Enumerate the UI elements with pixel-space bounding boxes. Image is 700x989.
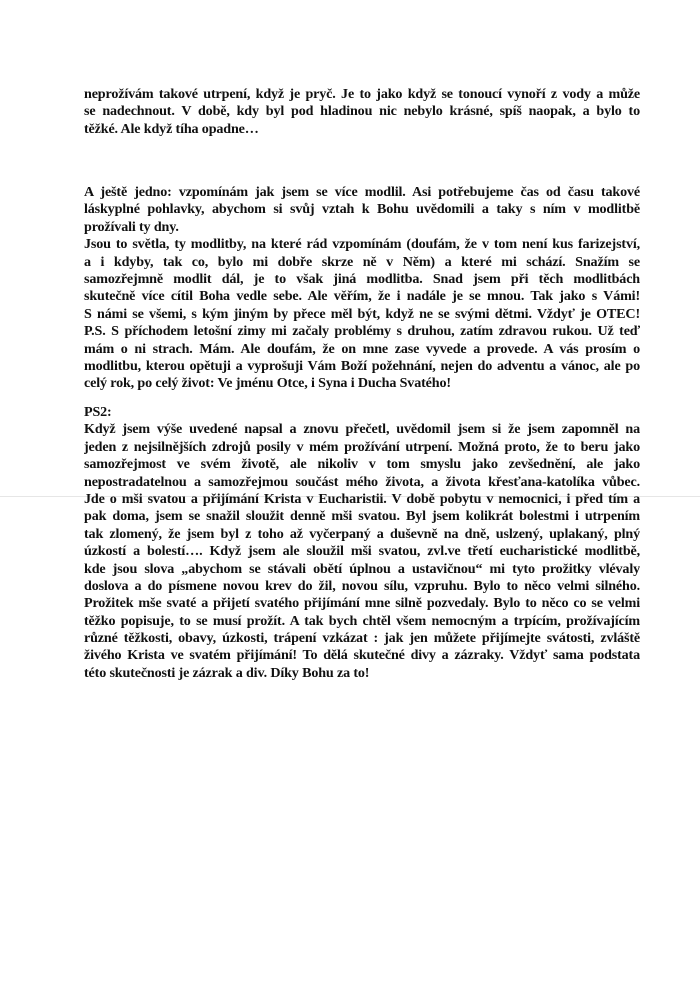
text-line: P.S. S příchodem letošní zimy mi začaly problémy s druhou, zatím zdravou rukou. Už teď bbox=[84, 323, 640, 340]
text-line: doslova a do písmene novou krev do žil, novou sílu, vzpruhu. Bylo to něco velmi silného. bbox=[84, 577, 640, 594]
paragraph-prayer-memories bbox=[84, 184, 640, 393]
ps2-heading: PS2: bbox=[84, 404, 112, 420]
text-line: Prožitek mše svaté a přijetí svatého přijímání mne silně pozvedaly. Bylo to něco co se velmi bbox=[84, 595, 640, 612]
paragraph-continuation bbox=[84, 86, 640, 138]
text-line: S námi se všemi, s kým jiným by přece měl být, když ne se svými dětmi. Vždyť je OTEC! bbox=[84, 305, 640, 322]
text-line: nepostradatelnou a samozřejmou součást mého života, a života křesťana-katolíka vůbec. bbox=[84, 473, 640, 490]
text-line: těžké. Ale když tíha opadne… bbox=[84, 120, 259, 137]
text-line: a i kdyby, tak co, bylo mi dobře skrze ně v Něm) a které mi schází. Snažím se bbox=[84, 253, 640, 270]
text-line: těžko popisuje, to se musí prožít. A tak bych chtěl všem nemocným a trpícím, prožívajícím bbox=[84, 612, 640, 629]
text-line: živého Krista ve svatém přijímání! To dělá skutečné divy a zázraky. Vždyť sama podstata bbox=[84, 647, 640, 664]
text-line: samozřejmost ve svém životě, ale nikoliv v tom smyslu jako zevšednění, ale jako bbox=[84, 456, 640, 473]
text-line: celý rok, po celý život: Ve jménu Otce, i Syna i Ducha Svatého! bbox=[84, 375, 451, 392]
text-line: kde jsou slova „abychom se stávali obětí úplnou a ustavičnou“ mi tyto prožitky vlévaly bbox=[84, 560, 640, 577]
text-line: samozřejmně modlit dál, je to však jiná modlitba. Snad jsem při těch modlitbách bbox=[84, 270, 640, 287]
text-line: A ještě jedno: vzpomínám jak jsem se více modlil. Asi potřebujeme čas od času takové bbox=[84, 184, 640, 200]
text-line: jeden z nejsilnějších zdrojů posily v mém prožívání utrpení. Možná proto, že to beru jako bbox=[84, 438, 640, 455]
text-line: tak zlomený, že jsem byl z toho až vyčerpaný a duševně na dně, uslzený, uplakaný, plný bbox=[84, 525, 640, 542]
text-line: úzkostí a bolestí…. Když jsem ale sloužil mši svatou, zvl.ve třetí eucharistické modlitbě, bbox=[84, 543, 640, 560]
text-line: pak doma, jsem se snažil sloužit denně mši svatou. Byl jsem kolikrát bolestmi i utrpením bbox=[84, 508, 640, 525]
text-line: prožívali ty dny. bbox=[84, 218, 179, 235]
text-line: Když jsem výše uvedené napsal a znovu přečetl, uvědomil jsem si že jsem zapomněl na bbox=[84, 421, 640, 438]
text-line: Jde o mši svatou a přijímání Krista v Eucharistii. V době pobytu v nemocnici, i před tím a bbox=[84, 490, 640, 507]
text-line: skutečně více cítil Boha vedle sebe. Ale věřím, že i nadále je se mnou. Tak jako s Vámi! bbox=[84, 288, 640, 305]
text-line: se nadechnout. V době, kdy byl pod hladinou nic nebylo krásné, spíš naopak, a bylo to bbox=[84, 103, 640, 120]
paragraph-ps2 bbox=[84, 404, 640, 682]
text-line: různé těžkosti, obavy, úzkosti, trápení vzkázat : jak jen můžete přijímejte svátosti, zvláště bbox=[84, 630, 640, 647]
text-line: láskyplné pohlavky, abychom si svůj vztah k Bohu uvědomili a taky s ním v modlitbě bbox=[84, 201, 640, 218]
text-line: této skutečnosti je zázrak a div. Díky Bohu za to! bbox=[84, 664, 370, 681]
text-line: neprožívám takové utrpení, když je pryč. Je to jako když se tonoucí vynoří z vody a může bbox=[84, 86, 640, 102]
text-line: mám o ni strach. Mám. Ale doufám, že on mne zase vyvede a provede. A vás prosím o bbox=[84, 340, 640, 357]
text-line: Jsou to světla, ty modlitby, na které rád vzpomínám (doufám, že v tom není kus farizejství, bbox=[84, 236, 640, 253]
text-line: modlitbu, kterou opětuji a vyprošuji Vám Boží požehnání, nejen do adventu a vánoc, ale po bbox=[84, 357, 640, 374]
